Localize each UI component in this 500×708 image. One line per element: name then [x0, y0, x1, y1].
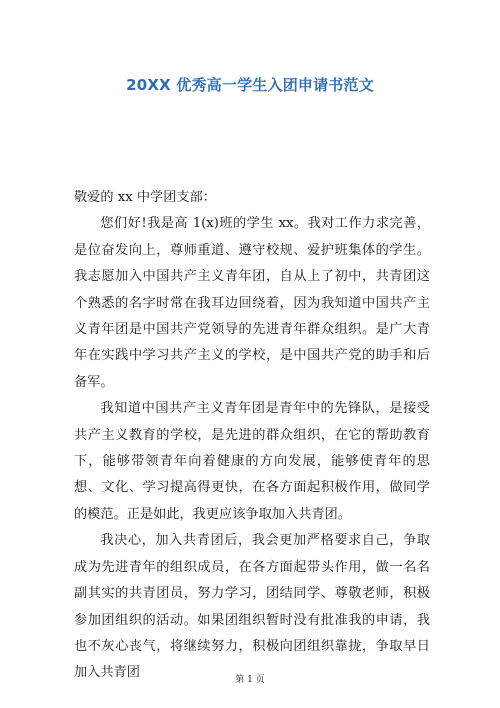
paragraph-2: 我知道中国共产主义青年团是青年中的先锋队，是接受共产主义教育的学校，是先进的群众组织，在它的帮助教育下，能够带领青年向着健康的方向发展，能够使青年的思想、文化、学习提高得更快，在各方面起积极作用，做同学的模范。正是如此，我更应该争取加入共青团。 — [74, 401, 430, 522]
paragraph-3: 我决心，加入共青团后，我会更加严格要求自己，争取成为先进青年的组织成员，在各方面起带头作用，做一名名副其实的共青团员，努力学习，团结同学、尊敬老师，积极参加团组织的活动。如果团组织暂时没有批准我的申请，我也不灰心丧气，将继续努力，积极向团组织靠拢，争取早日加入共青团 — [74, 533, 430, 681]
paragraph-1: 您们好!我是高 1(x)班的学生 xx。我对工作力求完善，是位奋发向上，尊师重道、遵守校规、爱护班集体的学生。我志愿加入中国共产主义青年团，自从上了初中，共青团这个熟悉的名字时常在我耳边回绕着，因为我知道中国共产主义青年团是中国共产党领导的先进青年群众组织。是广大青年在实践中学习共产主义的学校，是中国共产党的助手和后备军。 — [74, 216, 430, 390]
document-title: 20XX 优秀高一学生入团申请书范文 — [126, 76, 374, 94]
document-body — [74, 185, 430, 687]
page-number: 第 1 页 — [235, 675, 265, 685]
salutation: 敬爱的 xx 中学团支部： — [74, 190, 216, 205]
